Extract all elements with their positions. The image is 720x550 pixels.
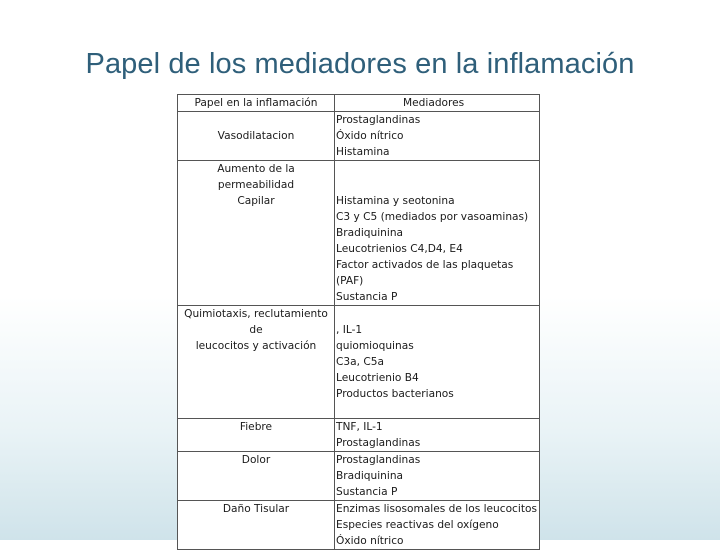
role-line: Dolor — [241, 454, 271, 466]
mediator-line: Prostaglandinas — [336, 454, 421, 466]
slide-title: Papel de los mediadores en la inflamación — [85, 48, 635, 80]
role-line — [178, 209, 334, 225]
mediator-line: (PAF) — [336, 275, 364, 287]
table-row — [178, 419, 540, 452]
role-line — [178, 144, 334, 160]
mediator-line: Productos bacterianos — [336, 388, 454, 400]
mediators-table — [177, 94, 540, 550]
role-line — [178, 257, 334, 273]
role-line: de — [249, 324, 263, 336]
mediator-line: Histamina y seotonina — [336, 195, 455, 207]
mediators-cell — [335, 419, 540, 452]
header-mediators-label: Mediadores — [403, 97, 465, 109]
table-row — [178, 112, 540, 161]
role-line — [178, 517, 334, 533]
mediator-line — [336, 161, 539, 177]
role-line — [178, 289, 334, 305]
role-cell — [178, 501, 335, 550]
mediator-line: quiomioquinas — [336, 340, 414, 352]
mediator-line: Óxido nítrico — [336, 130, 404, 142]
role-line — [178, 273, 334, 289]
role-line: leucocitos y activación — [195, 340, 317, 352]
role-cell — [178, 112, 335, 161]
role-line — [178, 484, 334, 500]
mediator-line: C3a, C5a — [336, 356, 384, 368]
mediator-line: Leucotrienio B4 — [336, 372, 419, 384]
mediators-cell — [335, 306, 540, 419]
role-line — [178, 225, 334, 241]
mediator-line — [336, 177, 539, 193]
role-line — [178, 468, 334, 484]
mediator-line: Sustancia P — [336, 291, 398, 303]
table-row — [178, 306, 540, 419]
mediator-line: Bradiquinina — [336, 470, 404, 482]
mediator-line: Enzimas lisosomales de los leucocitos — [336, 503, 537, 515]
role-line: Aumento de la — [217, 163, 295, 175]
mediator-line: Bradiquinina — [336, 227, 404, 239]
role-line: Capilar — [237, 195, 275, 207]
mediator-line: Histamina — [336, 146, 390, 158]
table-row — [178, 161, 540, 306]
role-cell — [178, 161, 335, 306]
mediators-cell — [335, 112, 540, 161]
mediator-line — [336, 306, 539, 322]
mediator-line: Óxido nítrico — [336, 535, 404, 547]
mediator-line: C3 y C5 (mediados por vasoaminas) — [336, 211, 529, 223]
role-line: Vasodilatacion — [217, 130, 295, 142]
mediator-line — [336, 402, 539, 418]
mediator-line: Factor activados de las plaquetas — [336, 259, 514, 271]
table-body — [178, 112, 540, 550]
mediator-line: Sustancia P — [336, 486, 398, 498]
role-cell — [178, 306, 335, 419]
mediator-line: Prostaglandinas — [336, 437, 421, 449]
header-role: Papel en la inflamación — [178, 95, 335, 112]
role-cell — [178, 419, 335, 452]
role-line — [178, 533, 334, 549]
mediators-cell — [335, 161, 540, 306]
role-line — [178, 112, 334, 128]
role-line — [178, 370, 334, 386]
table-header-row — [178, 95, 540, 112]
mediators-cell — [335, 452, 540, 501]
mediator-line: , IL-1 — [336, 324, 363, 336]
role-line: Fiebre — [239, 421, 273, 433]
header-mediators — [335, 95, 540, 112]
role-line: Daño Tisular — [222, 503, 290, 515]
role-line — [178, 386, 334, 402]
table-row — [178, 501, 540, 550]
role-line — [178, 435, 334, 451]
table-row — [178, 452, 540, 501]
role-line: permeabilidad — [217, 179, 295, 191]
role-line: Quimiotaxis, reclutamiento — [184, 308, 328, 320]
mediator-line: Especies reactivas del oxígeno — [336, 519, 499, 531]
mediators-cell — [335, 501, 540, 550]
role-line — [178, 402, 334, 418]
mediator-line: Leucotrienios C4,D4, E4 — [336, 243, 463, 255]
role-line — [178, 241, 334, 257]
role-line — [178, 354, 334, 370]
role-cell — [178, 452, 335, 501]
mediator-line: TNF, IL-1 — [336, 421, 383, 433]
mediator-line: Prostaglandinas — [336, 114, 421, 126]
